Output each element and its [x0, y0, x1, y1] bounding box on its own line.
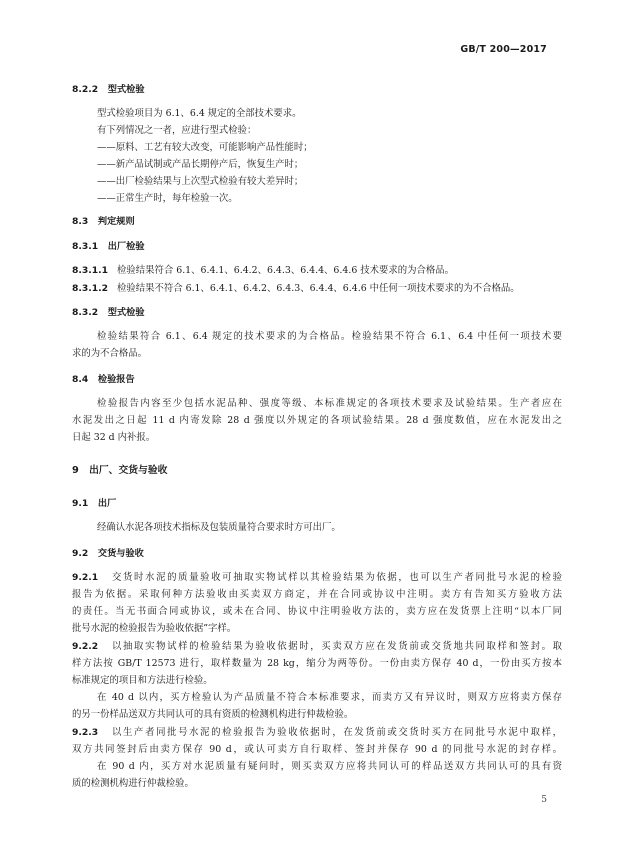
- clause-9-2-3: [72, 727, 562, 739]
- clause-text: 以生产者同批号水泥的检验报告为验收依据时，在发货前或交货时买方在同批号水泥中取样，: [112, 727, 562, 738]
- heading-title: 出厂、交货与验收: [89, 465, 168, 476]
- heading-8-4: [72, 374, 135, 386]
- clause-number: 8.3.1.2: [72, 283, 109, 294]
- paragraph-line: 在 90 d 内，买方对水泥质量有疑问时，则买卖双方应将共同认可的样品送双方共同认可的具有资: [97, 761, 562, 772]
- paragraph-line: 经确认水泥各项技术指标及包装质量符合要求时方可出厂。: [97, 522, 341, 533]
- heading-number: 8.3.2: [72, 307, 99, 318]
- clause-number: 9.2.1: [72, 572, 99, 583]
- paragraph-line: 求的为不合格品。: [72, 348, 148, 359]
- list-item: ——出厂检验结果与上次型式检验有较大差异时；: [97, 176, 304, 187]
- list-item: ——新产品试制或产品长期停产后，恢复生产时；: [97, 159, 304, 170]
- heading-number: 8.3: [72, 216, 89, 227]
- heading-8-2-2: [72, 84, 145, 96]
- list-item: ——原料、工艺有较大改变，可能影响产品性能时；: [97, 142, 313, 153]
- paragraph-line: 的责任。当无书面合同或协议，或未在合同、协议中注明验收方法的，卖方应在发货票上注明“以本厂同: [72, 606, 562, 617]
- heading-8-3: [72, 216, 135, 228]
- clause-8-3-1-1: [72, 265, 454, 277]
- clause-number: 9.2.3: [72, 727, 99, 738]
- clause-text: 以抽取实物试样的检验结果为验收依据时，买卖双方应在发货前或交货地共同取样和签封。取: [112, 641, 562, 652]
- standard-code: GB/T 200—2017: [460, 44, 547, 55]
- clause-number: 9.2.2: [72, 641, 99, 652]
- paragraph-line: 水泥发出之日起 11 d 内寄发除 28 d 强度以外规定的各项试验结果。28 d 强度数值，应在水泥发出之: [72, 415, 562, 426]
- heading-title: 判定规则: [97, 216, 135, 227]
- paragraph-line: 型式检验项目为 6.1、6.4 规定的全部技术要求。: [97, 108, 302, 119]
- paragraph-line: 报告为依据。采取何种方法验收由买卖双方商定，并在合同或协议中注明。卖方有告知买方验收方法: [72, 589, 562, 600]
- heading-number: 9: [72, 465, 79, 476]
- heading-title: 型式检验: [107, 307, 145, 318]
- heading-9: [72, 465, 167, 477]
- heading-9-2: [72, 548, 144, 560]
- heading-number: 8.4: [72, 374, 89, 385]
- paragraph-line: 双方共同签封后由卖方保存 90 d，或认可卖方自行取样、签封并保存 90 d 的同批号水泥的封存样。: [72, 744, 562, 755]
- clause-9-2-2: [72, 641, 562, 653]
- heading-8-3-2: [72, 307, 145, 319]
- clause-9-2-1: [72, 572, 562, 584]
- clause-text: 交货时水泥的质量验收可抽取实物试样以其检验结果为依据，也可以生产者同批号水泥的检验: [112, 572, 562, 583]
- list-item: ——正常生产时，每年检验一次。: [97, 193, 238, 204]
- paragraph-line: 在 40 d 以内，买方检验认为产品质量不符合本标准要求，而卖方又有异议时，则双方应将卖方保存: [97, 692, 562, 703]
- page-number: 5: [541, 795, 547, 805]
- paragraph-line: 日起 32 d 内补报。: [72, 432, 156, 443]
- heading-number: 9.1: [72, 498, 89, 509]
- heading-title: 交货与验收: [97, 548, 144, 559]
- paragraph-line: 样方法按 GB/T 12573 进行，取样数量为 28 kg，缩分为两等份。一份由卖方保存 40 d，一份由买方按本: [72, 658, 562, 669]
- paragraph-line: 的另一份样品送双方共同认可的具有资质的检测机构进行仲裁检验。: [72, 709, 354, 720]
- heading-title: 检验报告: [97, 374, 135, 385]
- heading-title: 出厂: [97, 498, 117, 509]
- clause-text: 检验结果不符合 6.1、6.4.1、6.4.2、6.4.3、6.4.4、6.4.6 中任何一项技术要求的为不合格品。: [117, 283, 520, 294]
- heading-8-3-1: [72, 241, 145, 253]
- heading-title: 型式检验: [107, 84, 145, 95]
- heading-9-1: [72, 498, 116, 510]
- clause-8-3-1-2: [72, 283, 520, 295]
- clause-number: 8.3.1.1: [72, 265, 109, 276]
- paragraph-line: 质的检测机构进行仲裁检验。: [72, 778, 194, 789]
- paragraph-line: 批号水泥的检验报告为验收依据”字样。: [72, 623, 237, 634]
- paragraph-line: 有下列情况之一者，应进行型式检验：: [97, 125, 257, 136]
- heading-number: 9.2: [72, 548, 89, 559]
- heading-number: 8.3.1: [72, 241, 99, 252]
- clause-text: 检验结果符合 6.1、6.4.1、6.4.2、6.4.3、6.4.4、6.4.6 技术要求的为合格品。: [117, 265, 455, 276]
- paragraph-line: 检验结果符合 6.1、6.4 规定的技术要求的为合格品。检验结果不符合 6.1、6.4 中任何一项技术要: [97, 331, 562, 342]
- paragraph-line: 标准规定的项目和方法进行检验。: [72, 675, 213, 686]
- heading-number: 8.2.2: [72, 84, 99, 95]
- heading-title: 出厂检验: [107, 241, 145, 252]
- paragraph-line: 检验报告内容至少包括水泥品种、强度等级、本标准规定的各项技术要求及试验结果。生产者应在: [97, 398, 562, 409]
